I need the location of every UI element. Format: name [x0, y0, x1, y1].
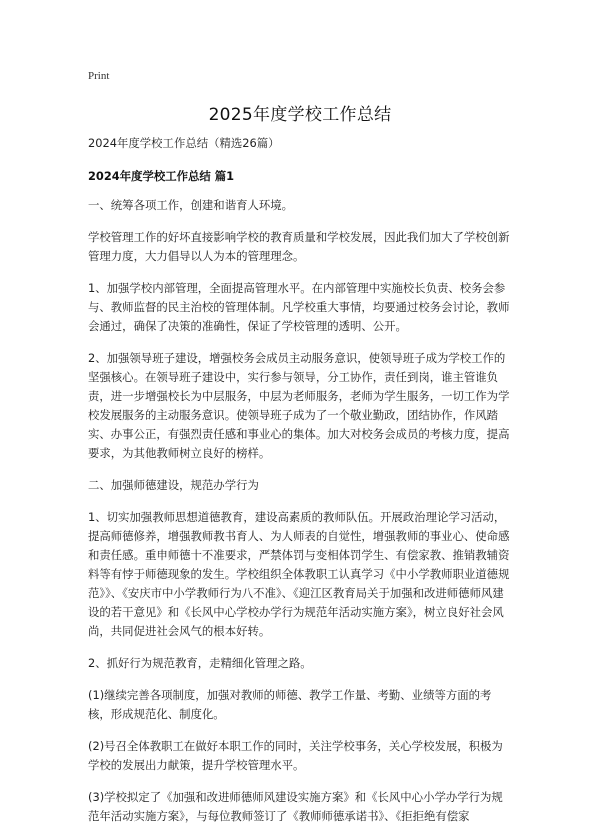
paragraph-heading-2: 二、加强师德建设，规范办学行为: [88, 478, 259, 492]
paragraph: 2、加强领导班子建设，增强校务会成员主动服务意识，使领导班子成为学校工作的坚强核心。在领导班子建设中，实行参与领导，分工协作，责任到岗，谁主管谁负责，进一步增强校长为中层服务，中层为老师服务，老师为学生服务，一切工作为学校发展服务的主动服务意识。使领导班子成为了一个敬业勤政，团结协作，作风踏实、办事公正，有强烈责任感和事业心的集体。加大对校务会成员的考核力度，提高要求，为其他教师树立良好的榜样。: [88, 351, 510, 460]
paragraph: 1、加强学校内部管理，全面提高管理水平。在内部管理中实施校长负责、校务会参与、教师监督的民主治校的管理体制。凡学校重大事情，均要通过校务会讨论，教师会通过，确保了决策的准确性，保证了学校管理的透明、公开。: [88, 281, 510, 333]
document-title: 2025年度学校工作总结: [208, 105, 392, 125]
section-heading: 2024年度学校工作总结 篇1: [88, 169, 235, 183]
paragraph: (1)继续完善各项制度，加强对教师的师德、教学工作量、考勤、业绩等方面的考核，形成规范化、制度化。: [88, 688, 492, 721]
paragraph: (3)学校拟定了《加强和改进师德师风建设实施方案》和《长风中心小学办学行为规范年活动实施方案》，与每位教师签订了《教师师德承诺书》、《拒拒绝有偿家: [88, 790, 503, 823]
paragraph: 学校管理工作的好坏直接影响学校的教育质量和学校发展，因此我们加大了学校创新管理力度，大力倡导以人为本的管理理念。: [88, 230, 510, 263]
print-label: Print: [88, 70, 110, 82]
paragraph: 1、切实加强教师思想道德教育，建设高素质的教师队伍。开展政治理论学习活动，提高师德修养，增强教师教书育人、为人师表的自觉性，增强教师的事业心、使命感和责任感。重申师德十不准要求，严禁体罚与变相体罚学生、有偿家教、推销教辅资料等有悖于师德现象的发生。学校组织全体教职工认真学习《中小学教师职业道德规范》》、《安庆市中小学教师行为八不准》、《迎江区教育局关于加强和改进师德师风建设的若干意见》和《长风中心学校办学行为规范年活动实施方案》，树立良好社会风尚，共同促进社会风气的根本好转。: [88, 510, 510, 638]
document-subtitle: 2024年度学校工作总结（精选26篇）: [88, 136, 280, 150]
paragraph: (2)号召全体教职工在做好本职工作的同时，关注学校事务，关心学校发展，积极为学校的发展出力献策，提升学校管理水平。: [88, 739, 503, 772]
paragraph-heading-1: 一、统筹各项工作，创建和谐育人环境。: [88, 198, 294, 212]
document-body: [88, 134, 514, 826]
paragraph: 2、抓好行为规范教育，走精细化管理之路。: [88, 656, 312, 670]
